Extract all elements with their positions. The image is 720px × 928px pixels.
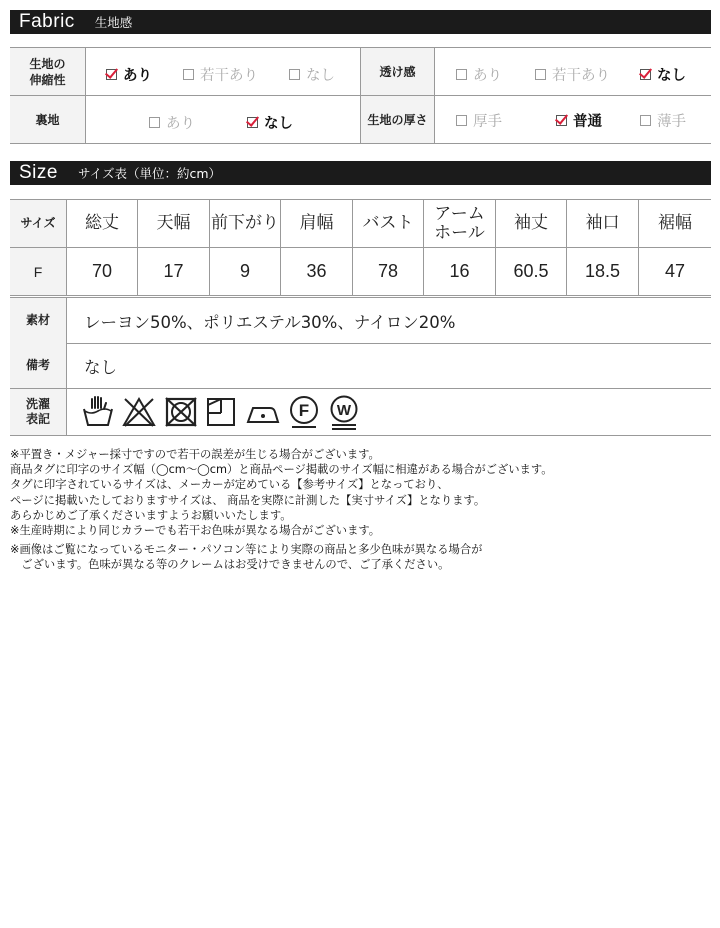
size-header-cell: 袖丈	[495, 200, 566, 247]
lining-option-no[interactable]: なし	[247, 112, 293, 133]
size-value-cell: F	[10, 248, 66, 295]
checkbox-empty-icon	[456, 115, 467, 126]
divider	[360, 48, 361, 143]
care-row	[10, 389, 711, 436]
size-subtitle: サイズ表（単位：約cm）	[77, 166, 222, 181]
sheer-option-slight[interactable]: 若干あり	[535, 64, 610, 85]
size-header-cell: 裾幅	[638, 200, 711, 247]
size-value-cell: 16	[423, 248, 495, 295]
checkbox-empty-icon	[640, 115, 651, 126]
size-value-cell: 17	[137, 248, 209, 295]
fabric-section-header	[10, 10, 711, 34]
sheer-option-no[interactable]: なし	[640, 64, 686, 85]
checkbox-checked-icon	[106, 69, 117, 80]
care-icons	[67, 389, 360, 435]
no-bleach-icon	[122, 396, 156, 428]
note-line: タグに印字されているサイズは、メーカーが定めている【参考サイズ】となっており、	[10, 478, 449, 492]
size-header-cell: 袖口	[566, 200, 638, 247]
size-header-cell: サイズ	[10, 200, 66, 247]
note-line: ございます。色味が異なる等のクレームはお受けできませんので、ご了承ください。	[10, 558, 450, 572]
checkbox-checked-icon	[556, 115, 567, 126]
thickness-label: 生地の厚さ	[361, 96, 434, 143]
size-value-cell: 60.5	[495, 248, 566, 295]
thickness-option-normal[interactable]: 普通	[556, 110, 602, 131]
hand-wash-icon	[82, 395, 114, 429]
lining-option-yes[interactable]: あり	[149, 112, 195, 133]
dry-clean-f-icon	[288, 394, 320, 430]
size-header-cell: 天幅	[137, 200, 209, 247]
size-section-header	[10, 161, 711, 185]
iron-low-icon	[244, 396, 280, 428]
size-header-cell: アーム ホール	[423, 200, 495, 247]
stretch-option-no[interactable]: なし	[289, 64, 335, 85]
checkbox-empty-icon	[535, 69, 546, 80]
no-tumble-dry-icon	[164, 396, 198, 428]
note-line: ※平置き・メジャー採寸ですので若干の誤差が生じる場合がございます。	[10, 448, 380, 461]
svg-text:F: F	[298, 401, 310, 420]
size-value-cell: 18.5	[566, 248, 638, 295]
size-value-cell: 9	[209, 248, 280, 295]
fabric-title: Fabric	[19, 11, 75, 32]
material-value: レーヨン50%、ポリエステル30%、ナイロン20%	[84, 312, 456, 332]
fabric-subtitle: 生地感	[94, 15, 133, 30]
svg-text:W: W	[336, 402, 352, 419]
line-dry-shade-icon	[206, 396, 236, 428]
checkbox-empty-icon	[289, 69, 300, 80]
note-line: あらかじめご了承くださいますようお願いいたします。	[10, 508, 292, 522]
size-value-row	[10, 248, 711, 296]
note-line: 商品タグに印字のサイズ幅（◯cm〜◯cm）と商品ページ掲載のサイズ幅に相違がある場合がございます。	[10, 463, 553, 477]
size-header-cell: 総丈	[66, 200, 137, 247]
material-label: 素材	[10, 298, 67, 343]
size-header-cell: 肩幅	[280, 200, 352, 247]
note-line: ※画像はご覧になっているモニター・パソコン等により実際の商品と多少色味が異なる場合が	[10, 543, 483, 557]
note-line: ページに掲載いたしておりますサイズは、 商品を実際に計測した【実寸サイズ】となります。	[10, 493, 486, 507]
thickness-option-thick[interactable]: 厚手	[456, 110, 502, 131]
size-title: Size	[19, 162, 58, 183]
size-header-row	[10, 200, 711, 248]
size-table	[10, 199, 711, 296]
checkbox-checked-icon	[640, 69, 651, 80]
sheer-label: 透け感	[361, 48, 434, 95]
sheer-option-yes[interactable]: あり	[456, 64, 502, 85]
size-value-cell: 70	[66, 248, 137, 295]
wet-clean-w-icon	[328, 394, 360, 430]
checkbox-empty-icon	[183, 69, 194, 80]
checkbox-checked-icon	[247, 117, 258, 128]
size-value-cell: 78	[352, 248, 423, 295]
lining-label: 裏地	[10, 96, 85, 143]
checkbox-empty-icon	[456, 69, 467, 80]
remarks-value: なし	[84, 357, 117, 377]
checkbox-empty-icon	[149, 117, 160, 128]
notes	[10, 447, 711, 573]
divider	[85, 48, 86, 143]
stretch-option-slight[interactable]: 若干あり	[183, 64, 258, 85]
divider	[434, 48, 435, 143]
size-header-cell: 前下がり	[209, 200, 280, 247]
size-header-cell: バスト	[352, 200, 423, 247]
size-value-cell: 36	[280, 248, 352, 295]
stretch-option-yes[interactable]: あり	[106, 64, 152, 85]
remarks-row	[10, 343, 711, 389]
material-row	[10, 297, 711, 344]
stretch-label: 生地の 伸縮性	[10, 48, 85, 95]
remarks-label: 備考	[10, 343, 67, 388]
care-label: 洗濯 表記	[10, 389, 67, 435]
thickness-option-thin[interactable]: 薄手	[640, 110, 686, 131]
note-line: ※生産時期により同じカラーでも若干お色味が異なる場合がございます。	[10, 524, 381, 538]
fabric-table	[10, 47, 711, 144]
size-value-cell: 47	[638, 248, 711, 295]
